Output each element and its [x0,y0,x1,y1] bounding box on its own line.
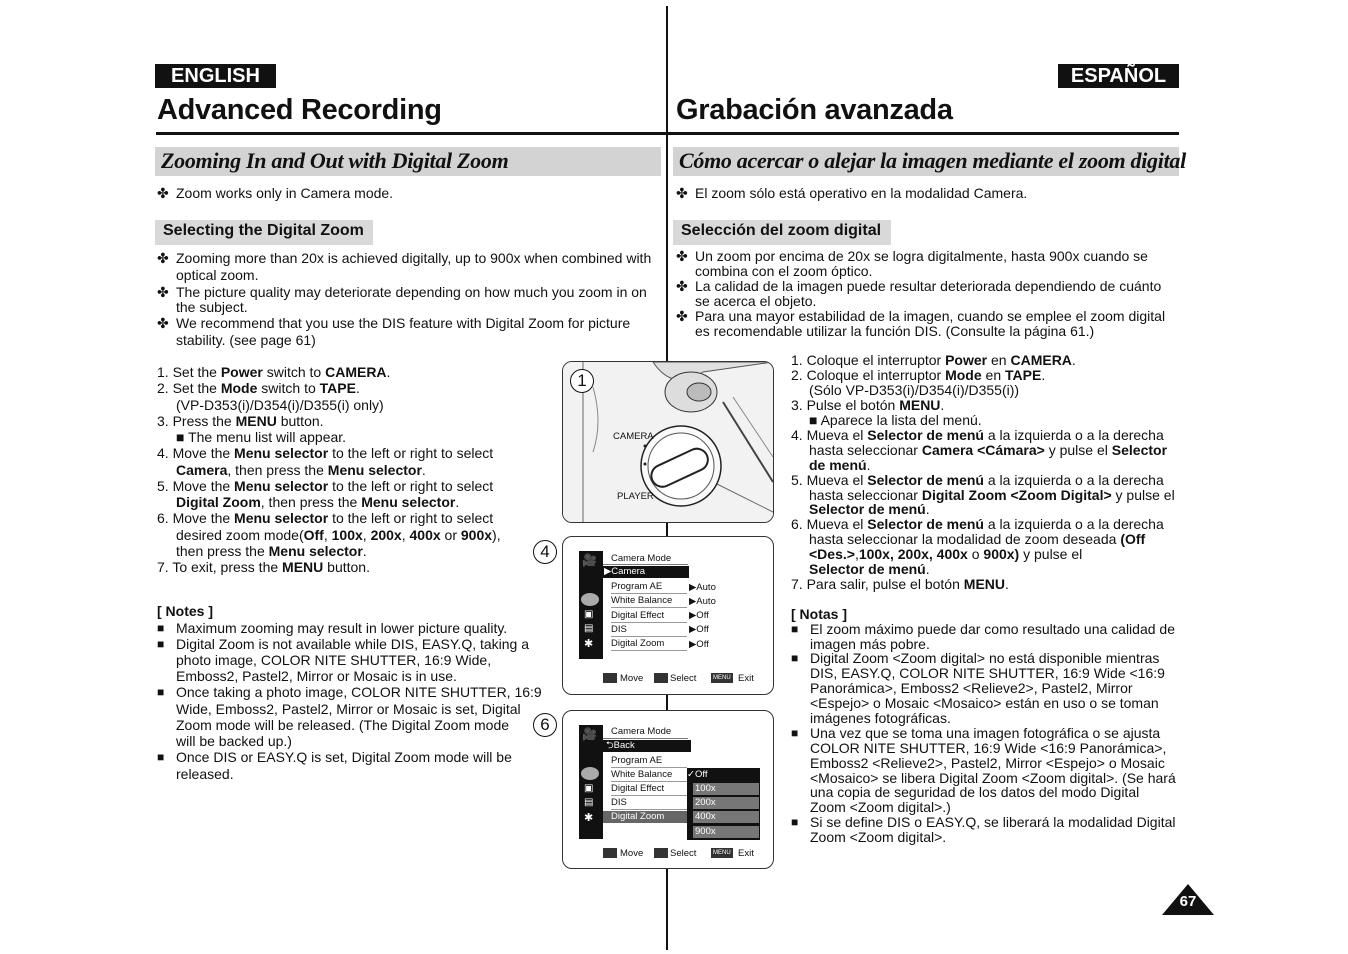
menu-header: Camera Mode [611,726,672,737]
tv-icon: ▤ [584,623,594,634]
list-item: DIS, EASY.Q, COLOR NITE SHUTTER, 16:9 Wide <16:9 [810,665,1165,681]
program-ae-icon [581,593,599,606]
bullet-icon: ✤ [157,250,169,266]
menu-key-badge: MENU [713,675,731,681]
page-title-english: Advanced Recording [157,94,442,126]
bullet-icon: ✤ [676,248,688,264]
list-item: es recomendable utilizar la función DIS. (Consulte la página 61.) [695,323,1095,339]
list-item: Panorámica>, Emboss2 <Relieve2>, Pastel2, Mirror [810,680,1133,696]
step-5-cont2: Selector de menú. [809,501,930,517]
step-5: 5. Move the Menu selector to the left or right to select [157,478,494,494]
menu-icon-column [579,551,603,659]
camera-icon: ▣ [584,783,594,794]
list-item: We recommend that you use the DIS feature with Digital Zoom for picture [176,315,631,331]
list-item: Once taking a photo image, COLOR NITE SHUTTER, 16:9 [176,684,542,700]
select-icon [654,673,668,683]
menu-value: ▶Off [689,639,709,650]
language-badge-spanish: ESPAÑOL [1058,64,1179,88]
step-6: 6. Move the Menu selector to the left or right to select [157,510,494,526]
list-item: Wide, Emboss2, Pastel2, Mirror or Mosaic is set, Digital [176,701,521,717]
bullet-icon: ✤ [676,185,688,201]
list-item: Zoom <Zoom digital>. [810,829,947,845]
list-item: combina con el zoom óptico. [695,263,873,279]
note-bullet-icon: ■ [791,726,799,740]
list-item: <Mosaico> se libera Digital Zoom <Zoom digital>. (Se hará [810,770,1176,786]
step-5-cont: hasta seleccionar Digital Zoom <Zoom Digital> y pulse el [809,487,1175,503]
step-4-cont2: de menú. [809,457,871,473]
list-item: <Espejo> o Mosaic <Mosaico> están en uso o se toman [810,695,1159,711]
list-item: se acerca el objeto. [695,293,817,309]
section-header-english [155,147,661,176]
zoom-option[interactable]: 400x [693,811,759,823]
step-5: 5. Mueva el Selector de menú a la izquierda o a la derecha [791,472,1164,488]
note-bullet-icon: ■ [791,622,799,636]
list-item: Si se define DIS o EASY.Q, se liberará la modalidad Digital [810,814,1176,830]
bullet-icon: ✤ [157,315,169,331]
select-icon [654,848,668,858]
list-item: Digital Zoom is not available while DIS, EASY.Q, taking a [176,636,530,652]
list-item: Para una mayor estabilidad de la imagen, cuando se emplee el zoom digital [695,308,1166,324]
list-item: imagen más pobre. [810,636,930,652]
list-item: photo image, COLOR NITE SHUTTER, 16:9 Wide, [176,652,492,668]
step-number-4: 4 [533,540,557,564]
subsection-title: Selección del zoom digital [681,222,882,239]
move-icon [603,673,617,683]
step-1: 1. Set the Power switch to CAMERA. [157,364,391,380]
title-rule [156,132,666,135]
intro-text: Zoom works only in Camera mode. [176,185,394,201]
step-4-cont: Camera, then press the Menu selector. [176,462,426,478]
bullet-icon: ✤ [157,284,169,300]
zoom-option-selected[interactable]: ✓Off [687,769,708,780]
step-4-cont: hasta seleccionar Camera <Cámara> y pulse el Selector [809,442,1168,458]
list-item: Emboss2, Pastel2, Mirror or Mosaic is in use. [176,668,457,684]
menu-icon-column [579,725,603,839]
list-item: the subject. [176,299,248,315]
list-item: La calidad de la imagen puede resultar deteriorada dependiendo de cuánto [695,278,1162,294]
step-3: 3. Pulse el botón MENU. [791,397,945,413]
notes-title-english: [ Notes ] [157,603,213,619]
step-2-note: (VP-D353(i)/D354(i)/D355(i) only) [176,397,384,413]
step-2-note: (Sólo VP-D353(i)/D354(i)/D355(i)) [809,382,1020,398]
list-item: Once DIS or EASY.Q is set, Digital Zoom mode will be [176,749,512,765]
list-item: imágenes fotográficas. [810,710,951,726]
step-5-cont: Digital Zoom, then press the Menu selector. [176,494,460,510]
menu-header: Camera Mode [611,553,672,564]
footer-select: Select [670,848,697,859]
menu-divider [603,564,688,565]
step-4: 4. Move the Menu selector to the left or right to select [157,445,494,461]
list-item: Zoom <Zoom digital>.) [810,799,951,815]
camera-mode-icon: 🎥 [582,553,597,567]
list-item: El zoom máximo puede dar como resultado una calidad de [810,621,1175,637]
list-item: Emboss2 <Relieve2>, Pastel2, Mirror <Espejo> o Mosaic [810,755,1165,771]
language-badge-english: ENGLISH [155,64,276,88]
menu-item[interactable]: Digital Effect [611,783,687,796]
list-item: will be backed up.) [176,733,292,749]
list-item: COLOR NITE SHUTTER, 16:9 Wide <16:9 Panorámica>, [810,740,1167,756]
note-bullet-icon: ■ [791,815,799,829]
list-item: stability. (see page 61) [176,332,316,348]
intro-text: El zoom sólo está operativo en la modalidad Camera. [695,185,1028,201]
menu-value: ▶Auto [689,596,716,607]
list-item: released. [176,766,234,782]
list-item: una copia de seguridad de los datos del modo Digital [810,784,1140,800]
note-bullet-icon: ■ [791,651,799,665]
list-item: optical zoom. [176,267,259,283]
footer-move: Move [620,848,644,859]
list-item: Una vez que se toma una imagen fotográfica o se ajusta [810,725,1161,741]
subsection-title: Selecting the Digital Zoom [163,222,364,239]
menu-value: ▶Off [689,610,709,621]
camera-icon: ▣ [584,609,594,620]
bullet-icon: ✤ [676,308,688,324]
list-item: Maximum zooming may result in lower picture quality. [176,620,508,636]
step-3-note: ■ The menu list will appear. [176,429,347,445]
list-item: Digital Zoom <Zoom digital> no está disponible mientras [810,650,1160,666]
footer-exit: Exit [738,848,754,859]
step-3-note: ■ Aparece la lista del menú. [809,412,982,428]
menu-item-back-selected[interactable]: ⮌Back [603,740,691,752]
menu-item[interactable]: Digital Zoom [611,638,687,651]
menu-item-digital-zoom-highlighted[interactable]: Digital Zoom [603,811,694,823]
menu-divider [603,738,688,739]
list-item: Un zoom por encima de 20x se logra digitalmente, hasta 900x cuando se [695,248,1148,264]
zoom-option[interactable]: 200x [693,797,759,809]
step-6-cont: desired zoom mode(Off, 100x, 200x, 400x or 900x), [176,527,501,543]
menu-item[interactable]: Digital Effect [611,610,687,623]
step-6-cont3: Selector de menú. [809,561,930,577]
bullet-icon: ✤ [157,185,169,201]
list-item: Zoom mode will be released. (The Digital Zoom mode [176,717,510,733]
page-number: 67 [1179,893,1197,910]
menu-key-badge: MENU [713,850,731,856]
zoom-option[interactable]: 900x [693,826,759,838]
note-bullet-icon: ■ [157,685,165,699]
section-title: Zooming In and Out with Digital Zoom [161,148,509,173]
player-label: PLAYER [617,491,654,502]
footer-move: Move [620,673,644,684]
setup-gear-icon: ✱ [584,812,594,824]
section-header-spanish [673,147,1186,176]
menu-item-camera-selected[interactable]: ▶Camera [603,566,689,578]
note-bullet-icon: ■ [157,621,165,635]
step-2: 2. Coloque el interruptor Mode en TAPE. [791,367,1046,383]
page-title-spanish: Grabación avanzada [676,94,953,126]
menu-item[interactable]: Program AE [611,755,687,768]
figure-power-switch [562,361,774,523]
section-title: Cómo acercar o alejar la imagen mediante el zoom digital [679,148,1186,173]
move-icon [603,848,617,858]
step-1: 1. Coloque el interruptor Power en CAMERA. [791,352,1076,368]
camera-mode-icon: 🎥 [582,727,597,741]
menu-item[interactable]: Program AE [611,581,687,594]
menu-item[interactable]: DIS [611,624,687,637]
step-number-1: 1 [570,369,594,393]
step-6-cont2: <Des.>,100x, 200x, 400x o 900x) y pulse el [809,546,1083,562]
menu-value: ▶Auto [689,582,716,593]
figure-menu-camera [540,536,774,695]
step-7: 7. To exit, press the MENU button. [157,559,370,575]
camcorder-illustration [563,362,773,522]
list-item: The picture quality may deteriorate depending on how much you zoom in on [176,284,647,300]
camera-label: CAMERA [613,431,654,442]
step-6-cont2: then press the Menu selector. [176,543,367,559]
step-6-cont: hasta seleccionar la modalidad de zoom deseada (Off [809,531,1146,547]
menu-item[interactable]: DIS [611,797,687,810]
tv-icon: ▤ [584,797,594,808]
subsection-header-english [155,220,373,245]
menu-item[interactable]: White Balance [611,595,687,608]
step-4: 4. Mueva el Selector de menú a la izquierda o a la derecha [791,427,1164,443]
program-ae-icon [581,767,599,780]
step-6: 6. Mueva el Selector de menú a la izquierda o a la derecha [791,516,1164,532]
subsection-header-spanish [673,220,891,245]
figure-menu-digital-zoom [540,710,774,869]
title-rule [668,132,1179,135]
menu-value: ▶Off [689,624,709,635]
note-bullet-icon: ■ [157,750,165,764]
bullet-icon: ✤ [676,278,688,294]
note-bullet-icon: ■ [157,637,165,651]
menu-item[interactable]: White Balance [611,769,687,782]
step-2: 2. Set the Mode switch to TAPE. [157,380,360,396]
list-item: Zooming more than 20x is achieved digitally, up to 900x when combined with [176,250,652,266]
step-number-6: 6 [533,713,557,737]
setup-gear-icon: ✱ [584,638,594,650]
footer-select: Select [670,673,697,684]
step-7: 7. Para salir, pulse el botón MENU. [791,576,1009,592]
notes-title-spanish: [ Notas ] [791,606,847,622]
footer-exit: Exit [738,673,754,684]
zoom-option[interactable]: 100x [693,783,759,795]
step-3: 3. Press the MENU button. [157,413,324,429]
